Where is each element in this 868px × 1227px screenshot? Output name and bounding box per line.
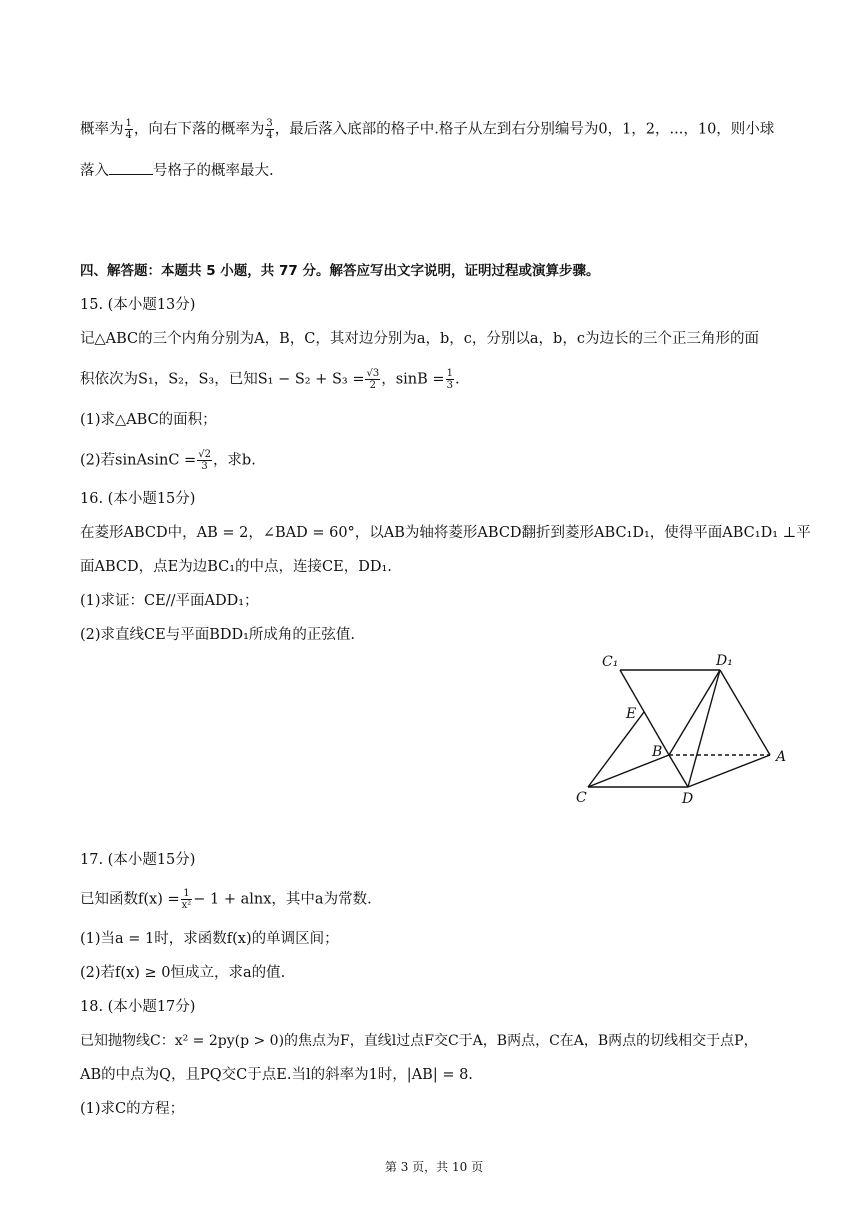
q15-header: 15. (本小题13分) [80, 297, 196, 313]
edge-c-e [588, 712, 644, 787]
q14-line-1: 概率为 $\frac{1}{4}$ ，向右下落的概率为 $\frac{3}{4}$ ，最后落入底部的格子中.格子从左到右分别编号为0，1，2，...，10，则小球 [80, 118, 775, 141]
fraction: $\frac{√3}{2}$ [366, 368, 380, 391]
edge-d1-a [720, 670, 770, 755]
label-b: B [652, 744, 663, 760]
q16-line-1: 在菱形ABCD中，AB = 2，∠BAD = 60°，以AB为轴将菱形ABCD翻折到菱形ABC₁D₁，使得平面ABC₁D₁ ⊥平 [80, 525, 811, 541]
q18-line-2: AB的中点为Q，且PQ交C于点E.当l的斜率为1时，|AB| = 8. [80, 1067, 473, 1083]
label-e: E [626, 706, 637, 722]
page-footer: 第 3 页，共 10 页 [384, 1160, 484, 1174]
q18-header: 18. (本小题17分) [80, 999, 196, 1015]
q18-line-1: 已知抛物线C：x² = 2py(p > 0)的焦点为F，直线l过点F交C于A，B两点，C在A，B两点的切线相交于点P， [80, 1033, 758, 1049]
edge-b-d [669, 755, 688, 787]
q15-part-1: (1)求△ABC的面积； [80, 412, 217, 428]
edge-c-b [588, 755, 669, 787]
fraction: $\frac{√2}{3}$ [198, 449, 211, 472]
label-c: C [576, 790, 587, 806]
label-a: A [776, 749, 787, 765]
q18-part-1: (1)求C的方程； [80, 1101, 185, 1117]
answer-blank [109, 160, 153, 175]
edge-c1-b [620, 670, 669, 755]
fraction: $\frac{1}{3}$ [446, 368, 453, 391]
q17-part-1: (1)当a = 1时，求函数f(x)的单调区间； [80, 931, 339, 947]
label-d: D [682, 791, 694, 807]
fraction: $\frac{3}{4}$ [266, 118, 273, 141]
edge-d1-d [688, 670, 720, 787]
edge-d1-b [669, 670, 720, 755]
q16-header: 16. (本小题15分) [80, 491, 196, 507]
q15-part-2: (2)若sinAsinC = $\frac{√2}{3}$ ，求b. [80, 449, 256, 472]
q16-part-1: (1)求证：CE//平面ADD₁； [80, 593, 259, 609]
q17-header: 17. (本小题15分) [80, 852, 196, 868]
q16-part-2: (2)求直线CE与平面BDD₁所成角的正弦值. [80, 627, 356, 643]
q17-part-2: (2)若f(x) ≥ 0恒成立，求a的值. [80, 965, 286, 981]
q15-line-1: 记△ABC的三个内角分别为A，B，C，其对边分别为a，b，c，分别以a，b，c为边长的三个正三角形的面 [80, 331, 759, 347]
label-d1: D₁ [716, 653, 733, 669]
section-heading: 四、解答题：本题共 5 小题，共 77 分。解答应写出文字说明，证明过程或演算步骤。 [80, 263, 600, 279]
label-c1: C₁ [602, 654, 619, 670]
q14-line-2: 落入 号格子的概率最大. [80, 160, 274, 181]
fraction: $\frac{1}{4}$ [125, 118, 132, 141]
q16-line-2: 面ABCD，点E为边BC₁的中点，连接CE，DD₁. [80, 559, 392, 575]
q17-line-1: 已知函数f(x) = $\frac{1}{\text{x²}}$ − 1 + alnx，其中a为常数. [80, 888, 372, 911]
q15-line-2: 积依次为S₁，S₂，S₃，已知S₁ − S₂ + S₃ = $\frac{√3}{2}$ ，sinB = $\frac{1}{3}$ . [80, 368, 460, 391]
edge-d-a [688, 755, 770, 787]
fraction: $\frac{1}{\text{x²}}$ [181, 888, 192, 911]
